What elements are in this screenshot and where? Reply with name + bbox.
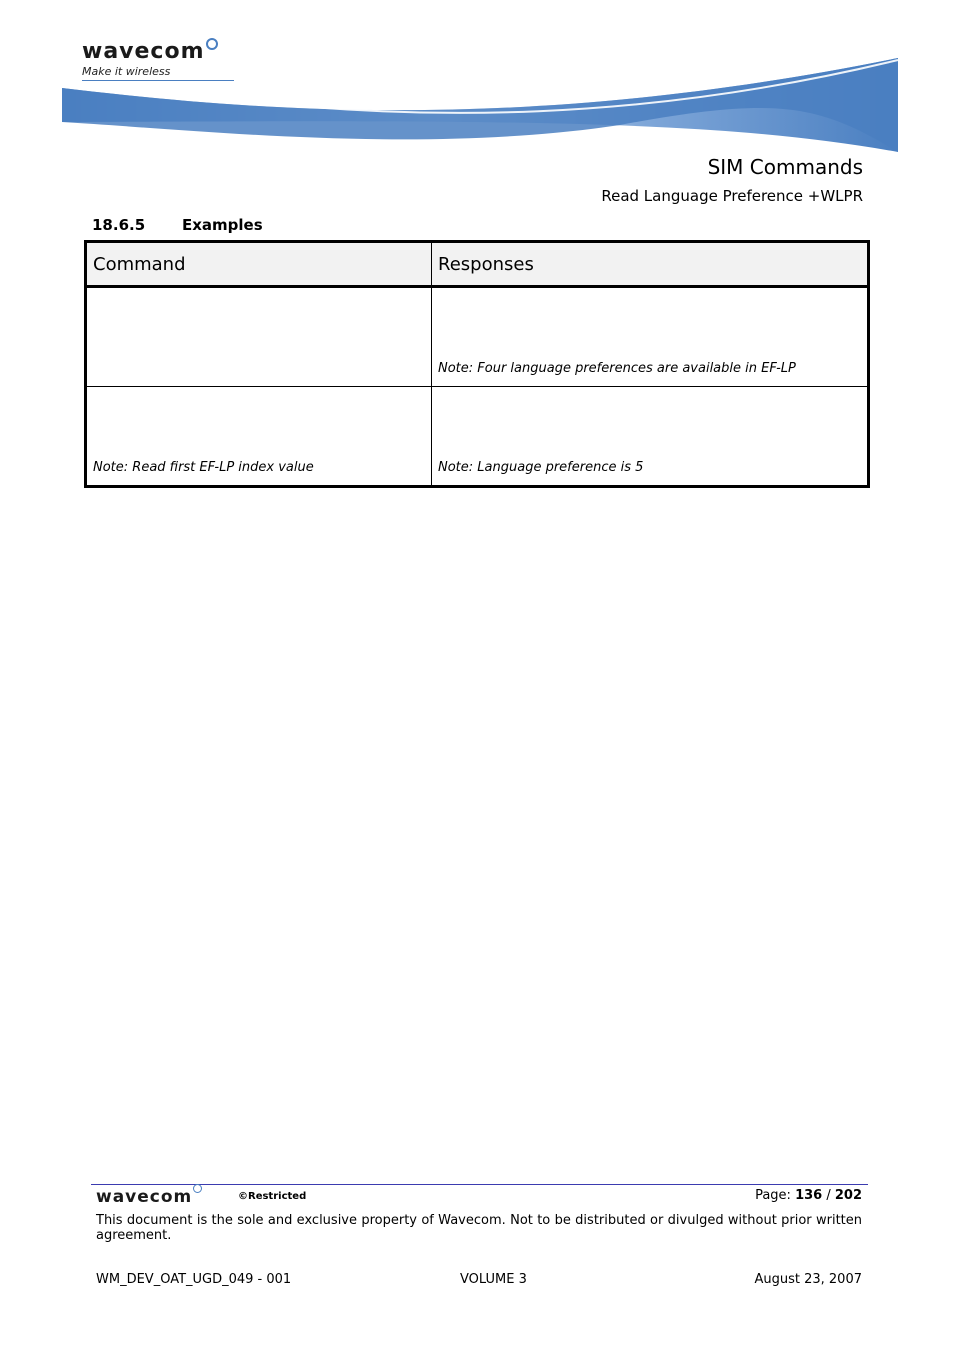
command-cell — [86, 287, 432, 387]
footer-volume: VOLUME 3 — [460, 1272, 527, 1287]
response-cell: Note: Four language preferences are available in EF-LP — [432, 287, 869, 387]
table-header-row — [86, 242, 869, 287]
header-title: SIM Commands — [707, 155, 863, 179]
table-row — [86, 287, 869, 387]
footer-wordmark: wavecom — [96, 1187, 193, 1207]
column-header-responses: Responses — [432, 242, 869, 287]
wavecom-swirl-icon — [193, 1184, 202, 1193]
footer-date: August 23, 2007 — [754, 1272, 862, 1287]
footer-restricted: ©Restricted — [238, 1191, 307, 1202]
logo-wordmark: wavecom — [82, 39, 205, 64]
section-number: 18.6.5 — [92, 216, 146, 234]
header-swoosh-graphic — [0, 50, 954, 160]
footer-notice: This document is the sole and exclusive property of Wavecom. Not to be distributed or divulged without prior written agreement. — [96, 1213, 862, 1243]
section-title: Examples — [182, 216, 263, 234]
footer-rule — [91, 1184, 868, 1185]
wavecom-swirl-icon — [206, 38, 218, 50]
column-header-command: Command — [86, 242, 432, 287]
header-subtitle: Read Language Preference +WLPR — [601, 187, 863, 205]
table-row — [86, 387, 869, 487]
footer-doc-reference: WM_DEV_OAT_UGD_049 - 001 — [96, 1272, 292, 1287]
examples-table — [84, 240, 870, 488]
response-cell: Note: Language preference is 5 — [432, 387, 869, 487]
command-cell: Note: Read first EF-LP index value — [86, 387, 432, 487]
logo-tagline: Make it wireless — [82, 65, 234, 81]
footer-page-number: Page: 136 / 202 — [755, 1188, 862, 1203]
footer-logo — [96, 1187, 202, 1207]
